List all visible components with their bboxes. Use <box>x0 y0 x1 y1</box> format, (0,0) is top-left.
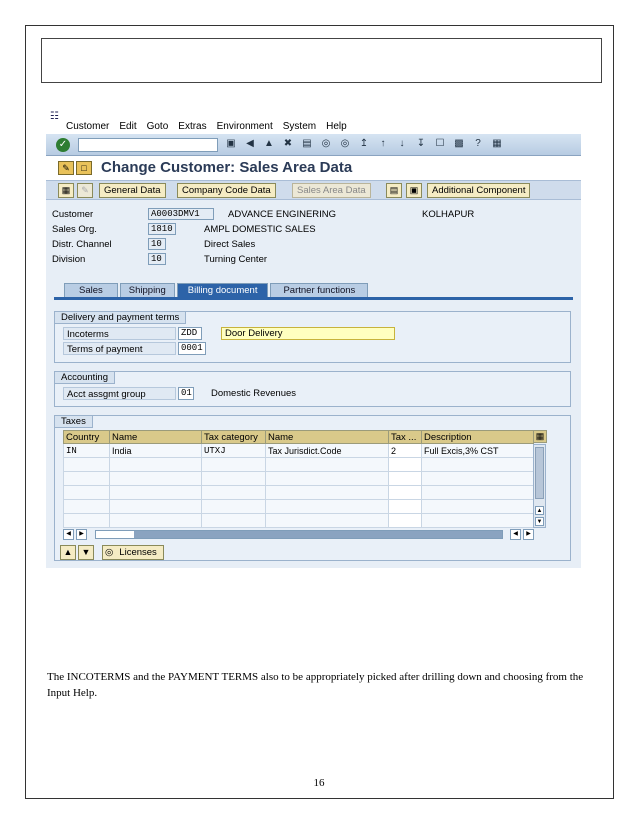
division-label: Division <box>52 254 86 265</box>
distr-channel-label: Distr. Channel <box>52 239 112 250</box>
col-tax-classification[interactable]: Tax ... <box>389 431 422 444</box>
application-toolbar <box>46 180 581 200</box>
tab-underline <box>54 297 573 300</box>
help-icon[interactable]: ? <box>475 138 481 149</box>
cancel-icon[interactable]: ✖ <box>283 138 293 149</box>
back-icon[interactable]: ◀ <box>246 138 254 149</box>
enter-check-icon[interactable]: ✓ <box>56 138 70 152</box>
last-page-icon[interactable]: ↧ <box>416 138 426 149</box>
table-row[interactable] <box>64 486 534 500</box>
cell-description: Full Excis,3% CST <box>422 444 534 458</box>
menu-environment[interactable]: Environment <box>216 121 273 132</box>
tab-shipping[interactable]: Shipping <box>120 283 175 297</box>
table-row[interactable] <box>64 514 534 528</box>
standard-toolbar <box>46 134 581 156</box>
find-next-icon[interactable]: ◎ <box>340 138 350 149</box>
col-country[interactable]: Country <box>64 431 110 444</box>
exit-icon[interactable]: ▲ <box>264 138 274 149</box>
sap-screenshot <box>46 110 581 568</box>
delivery-group-title: Delivery and payment terms <box>55 311 186 324</box>
print-icon[interactable]: ▤ <box>302 138 312 149</box>
general-data-button[interactable]: General Data <box>99 183 166 198</box>
incoterms-field[interactable]: ZDD <box>178 327 202 340</box>
menu-customer[interactable]: Customer <box>66 121 110 132</box>
col-category-name[interactable]: Name <box>266 431 389 444</box>
menu-help[interactable]: Help <box>326 121 347 132</box>
menu-goto[interactable]: Goto <box>146 121 169 132</box>
command-field[interactable] <box>78 138 218 152</box>
table-row[interactable] <box>64 444 534 458</box>
first-page-icon[interactable]: ↥ <box>359 138 369 149</box>
tab-sales[interactable]: Sales <box>64 283 118 297</box>
customer-city: KOLHAPUR <box>422 209 475 220</box>
scroll-left-icon[interactable]: ◀ <box>63 529 74 540</box>
cell-country: IN <box>64 444 110 458</box>
company-code-data-button[interactable]: Company Code Data <box>177 183 276 198</box>
export-icon[interactable]: ▣ <box>406 183 422 198</box>
cell-name: India <box>110 444 202 458</box>
find-icon[interactable]: ◎ <box>321 138 331 149</box>
layout-icon[interactable]: ▦ <box>492 138 502 149</box>
vertical-scroll-thumb[interactable] <box>535 447 544 499</box>
incoterms-label: Incoterms <box>63 327 176 340</box>
col-description[interactable]: Description <box>422 431 534 444</box>
menu-bar <box>46 110 581 134</box>
tab-billing-document[interactable]: Billing document <box>177 283 269 297</box>
customer-name: ADVANCE ENGINERING <box>228 209 337 220</box>
menu-edit[interactable]: Edit <box>119 121 137 132</box>
sales-org-field[interactable]: 1810 <box>148 223 176 235</box>
bottom-toolbar <box>60 545 164 560</box>
cell-category-name: Tax Jurisdict.Code <box>266 444 389 458</box>
accounting-group <box>54 371 571 407</box>
horizontal-scroll-track[interactable] <box>95 530 503 539</box>
licenses-label: Licenses <box>119 547 157 558</box>
scroll-right-icon[interactable]: ▶ <box>76 529 87 540</box>
licenses-button[interactable] <box>102 545 164 560</box>
display-change-icon[interactable]: ✎ <box>58 161 74 175</box>
division-field[interactable]: 10 <box>148 253 166 265</box>
tab-strip <box>64 283 370 297</box>
sales-org-row <box>52 223 572 237</box>
customer-field[interactable]: A0003DMV1 <box>148 208 214 220</box>
sales-org-text: AMPL DOMESTIC SALES <box>204 224 316 235</box>
shortcut-icon[interactable]: ▩ <box>454 138 464 149</box>
acct-assgmt-field[interactable]: 01 <box>178 387 194 400</box>
sort-ascending-icon[interactable]: ▲ <box>60 545 76 560</box>
taxes-table <box>63 430 534 528</box>
col-name[interactable]: Name <box>110 431 202 444</box>
page-number: 16 <box>313 777 325 789</box>
sales-area-data-button: Sales Area Data <box>292 183 371 198</box>
distr-channel-row <box>52 238 572 252</box>
acct-assgmt-text: Domestic Revenues <box>211 388 297 399</box>
acct-assgmt-label: Acct assgmt group <box>63 387 176 400</box>
scroll-down-icon[interactable]: ▼ <box>536 519 543 525</box>
scroll-left-end-icon[interactable]: ◀ <box>510 529 521 540</box>
cell-tax-category: UTXJ <box>202 444 266 458</box>
division-row <box>52 253 572 267</box>
licenses-icon: ◎ <box>105 547 114 558</box>
taxes-group <box>54 415 571 561</box>
tab-partner-functions[interactable]: Partner functions <box>270 283 368 297</box>
prev-page-icon[interactable]: ↑ <box>380 138 386 149</box>
page-title: Change Customer: Sales Area Data <box>101 159 353 176</box>
save-icon[interactable]: ▣ <box>226 138 236 149</box>
sort-descending-icon[interactable]: ▼ <box>78 545 94 560</box>
delivery-payment-group <box>54 311 571 363</box>
col-tax-category[interactable]: Tax category <box>202 431 266 444</box>
vertical-scrollbar[interactable] <box>533 444 546 528</box>
document-icon[interactable]: ▤ <box>386 183 402 198</box>
menu-system[interactable]: System <box>282 121 317 132</box>
customer-row <box>52 208 572 222</box>
new-session-icon[interactable]: ☐ <box>435 138 445 149</box>
table-row[interactable] <box>64 472 534 486</box>
edit-disabled-icon: ✎ <box>77 183 93 198</box>
taxes-group-title: Taxes <box>55 415 93 428</box>
horizontal-scroll-thumb[interactable] <box>96 531 134 538</box>
sales-org-label: Sales Org. <box>52 224 97 235</box>
table-row[interactable] <box>64 458 534 472</box>
horizontal-scrollbar[interactable] <box>63 529 547 540</box>
other-customer-icon[interactable]: □ <box>76 161 92 175</box>
terms-of-payment-field[interactable]: 0001 <box>178 342 206 355</box>
cell-tax-classification[interactable]: 2 <box>389 444 422 458</box>
title-bar <box>46 156 581 180</box>
hierarchy-icon[interactable]: ▦ <box>58 183 74 198</box>
customer-label: Customer <box>52 209 94 220</box>
table-row[interactable] <box>64 500 534 514</box>
additional-component-button[interactable]: Additional Component <box>427 183 530 198</box>
scroll-up-icon[interactable]: ▲ <box>536 508 543 514</box>
window-menu-icon[interactable]: ☷ <box>50 111 59 122</box>
terms-of-payment-label: Terms of payment <box>63 342 176 355</box>
distr-channel-field[interactable]: 10 <box>148 238 166 250</box>
distr-channel-text: Direct Sales <box>204 239 256 250</box>
menu-extras[interactable]: Extras <box>178 121 207 132</box>
table-header-row <box>64 431 534 444</box>
incoterms-description[interactable]: Door Delivery <box>221 327 395 340</box>
scroll-right-end-icon[interactable]: ▶ <box>523 529 534 540</box>
caption-text: The INCOTERMS and the PAYMENT TERMS also to be appropriately picked after drilling down and choosing from the Input Help. <box>47 671 584 699</box>
next-page-icon[interactable]: ↓ <box>399 138 405 149</box>
accounting-group-title: Accounting <box>55 371 115 384</box>
table-settings-icon[interactable]: ▦ <box>533 430 547 443</box>
division-text: Turning Center <box>204 254 268 265</box>
empty-header-box <box>41 38 602 83</box>
